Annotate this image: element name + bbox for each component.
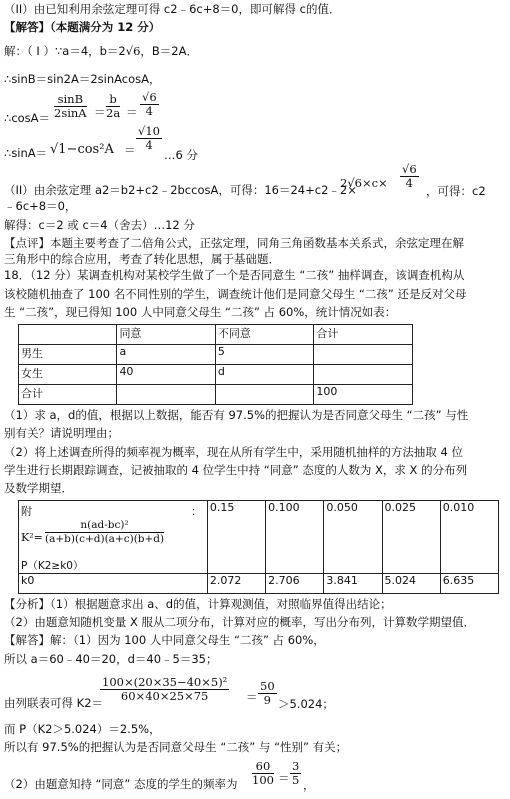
text-line: 该校随机抽查了 100 名不同性别的学生，调查统计他们是同意父母生 “二孩” 还是反对父母 xyxy=(4,287,467,301)
table-cell: a xyxy=(117,345,215,365)
text-line: （2）由题意知随机变量 X 服从二项分布，计算对应的概率，写出分布列，计算数学期望值． xyxy=(4,615,476,629)
equals: ＝ xyxy=(246,690,258,704)
table-cell: 0.050 xyxy=(324,501,382,574)
text-line: 三角形中的综合应用，考查了转化思想，属于基础题． xyxy=(4,252,280,266)
table-cell: k0 xyxy=(19,574,208,594)
table-cell: 40 xyxy=(117,365,215,385)
text-line xyxy=(4,44,198,58)
frac-num: √6 xyxy=(142,90,157,104)
frac-num: √10 xyxy=(138,124,160,138)
text-line: 别有关？请说明理由； xyxy=(4,426,119,440)
text-segment: 解：（ I ）∵a＝4，b＝2 xyxy=(4,44,126,58)
text-line: 及数学期望． xyxy=(4,481,73,495)
p-label: P（K2≥k0） xyxy=(21,560,84,572)
frac-num: 50 xyxy=(260,679,275,693)
frac-num: 60 xyxy=(252,760,274,774)
table-cell: 合计 xyxy=(314,325,413,345)
critical-value-table xyxy=(18,500,499,594)
table-cell: 男生 xyxy=(19,345,117,365)
equals: ＝ xyxy=(94,105,106,119)
frac-den: 4 xyxy=(145,138,153,152)
math-fraction xyxy=(136,125,162,152)
text-segment: （2）由题意知持 “同意” 态度的学生的频率为 xyxy=(4,777,238,791)
table-row xyxy=(19,574,499,594)
table-row xyxy=(19,325,413,345)
frac-num: 100×(20×35−40×5)² xyxy=(102,675,228,689)
solution-header: 【解答】（本题满分为 12 分） xyxy=(4,20,161,34)
table-cell: 2.706 xyxy=(266,574,324,594)
math-fraction xyxy=(100,676,229,703)
text-line: ﹣6c+8＝0， xyxy=(4,199,77,213)
math-fraction xyxy=(258,680,277,707)
formula-lhs: K²= xyxy=(21,531,43,544)
text-line: 所以有 97.5%的把握认为是否同意父母生 “二孩” 与 “性别” 有关； xyxy=(4,740,348,754)
text-line: 所以 a＝60﹣40＝20，d＝40﹣5＝35； xyxy=(4,652,218,666)
text-line: 而 P（K2＞5.024）＝2.5%， xyxy=(4,722,161,736)
frac-den: 100 xyxy=(252,773,274,787)
table-cell: 0.025 xyxy=(382,501,440,574)
equals: ＝ xyxy=(124,143,136,157)
question-line: （2）将上述调查所得的频率视为概率，现在从所有学生中，采用随机抽样的方法抽取 4 位 xyxy=(4,445,463,459)
appendix-label: 附 xyxy=(21,505,32,518)
frac-den: 5 xyxy=(292,773,300,787)
frac-den: 2a xyxy=(106,106,121,120)
table-cell: 2.072 xyxy=(207,574,265,594)
table-cell: 不同意 xyxy=(215,325,313,345)
table-row xyxy=(19,345,413,365)
math-fraction xyxy=(252,760,274,787)
text-segment: 由列联表可得 K2＝ xyxy=(4,696,104,710)
frac-den: 4 xyxy=(405,176,413,190)
table-cell: 0.100 xyxy=(266,501,324,574)
frac-num: b xyxy=(106,93,120,107)
table-cell: d xyxy=(215,365,313,385)
frac-den: (a+b)(c+d)(a+c)(b+d) xyxy=(45,533,165,545)
table-row xyxy=(19,501,499,574)
table-cell: 0.15 xyxy=(207,501,265,574)
table-row xyxy=(19,365,413,385)
text-segment: …6 分 xyxy=(164,148,198,162)
analysis-line: 【分析】（1）根据题意求出 a、d的值，计算观测值，对照临界值得出结论； xyxy=(4,597,392,611)
text-segment: ，B＝2A． xyxy=(140,44,198,58)
text-line: 生 “二孩”，现已得知 100 人中同意父母生 “二孩” 占 60%，统计情况如表： xyxy=(4,305,397,319)
text-line: 学生进行长期跟踪调查，记被抽取的 4 位学生中持 “同意” 态度的人数为 X，求 X 的分布列 xyxy=(4,463,468,477)
table-cell xyxy=(314,365,413,385)
frac-den: 60×40×25×75 xyxy=(120,689,209,703)
text-line: 解得：c＝2 或 c＝4（舍去）…12 分 xyxy=(4,218,195,232)
problem-line: 18．（12 分）某调查机构对某校学生做了一个是否同意生 “二孩” 抽样调查，该调查机构从 xyxy=(4,268,465,282)
formula-cell xyxy=(19,501,208,574)
text-segment: ， xyxy=(303,778,315,792)
table-cell: 5 xyxy=(215,345,313,365)
table-cell xyxy=(117,385,215,405)
contingency-table xyxy=(18,324,413,405)
table-cell: 6.635 xyxy=(440,574,498,594)
text-segment: （II）由余弦定理 a2＝b2+c2﹣2bccosA，可得：16＝24+c2﹣2× xyxy=(4,183,357,197)
table-cell: 合计 xyxy=(19,385,117,405)
math-expr: 2√6×c× xyxy=(340,176,388,190)
frac-den: 4 xyxy=(145,104,153,118)
equals: ＝ xyxy=(126,105,138,119)
frac-den: 9 xyxy=(263,693,271,707)
equals: ＝ xyxy=(278,771,290,785)
frac-num: 3 xyxy=(292,759,300,773)
math-sqrt: √6 xyxy=(125,44,141,58)
frac-num: √6 xyxy=(402,162,417,176)
frac-den: 2sinA xyxy=(54,106,87,120)
table-cell: 0.010 xyxy=(440,501,498,574)
table-cell xyxy=(19,325,117,345)
text-segment: ＞5.024； xyxy=(278,697,334,711)
table-cell: 100 xyxy=(314,385,413,405)
table-row xyxy=(19,385,413,405)
text-line: ∴sinB＝sin2A＝2sinAcosA， xyxy=(4,72,161,86)
frac-num: sinB xyxy=(54,93,87,107)
comment-line: 【点评】本题主要考查了二倍角公式，正弦定理，同角三角函数基本关系式，余弦定理在解 xyxy=(4,236,464,250)
table-cell xyxy=(314,345,413,365)
colon: ： xyxy=(191,505,202,518)
table-cell: 女生 xyxy=(19,365,117,385)
math-fraction xyxy=(106,93,120,120)
text-segment: ∴cosA＝ xyxy=(4,111,51,125)
math-fraction xyxy=(45,519,164,546)
text-segment: ，可得：c2 xyxy=(426,184,486,198)
text-segment: ∴sinA＝ xyxy=(4,146,48,160)
math-fraction xyxy=(400,163,419,190)
math-fraction xyxy=(54,93,87,120)
table-cell: 同意 xyxy=(117,325,215,345)
table-cell: 5.024 xyxy=(382,574,440,594)
solution-line: 【解答】解：（1）因为 100 人中同意父母生 “二孩” 占 60%， xyxy=(4,633,325,647)
table-cell: 3.841 xyxy=(324,574,382,594)
math-fraction xyxy=(290,760,301,787)
question-line: （1）求 a，d的值，根据以上数据，能否有 97.5%的把握认为是否同意父母生 “二孩” 与性 xyxy=(4,408,469,422)
table-cell xyxy=(215,385,313,405)
math-fraction xyxy=(140,91,159,118)
text-line: （II）由已知利用余弦定理可得 c2﹣6c+8＝0，即可解得 c的值． xyxy=(4,2,341,16)
math-sqrt: √1−cos²A xyxy=(50,142,114,157)
frac-num: n(ad-bc)² xyxy=(45,519,164,533)
